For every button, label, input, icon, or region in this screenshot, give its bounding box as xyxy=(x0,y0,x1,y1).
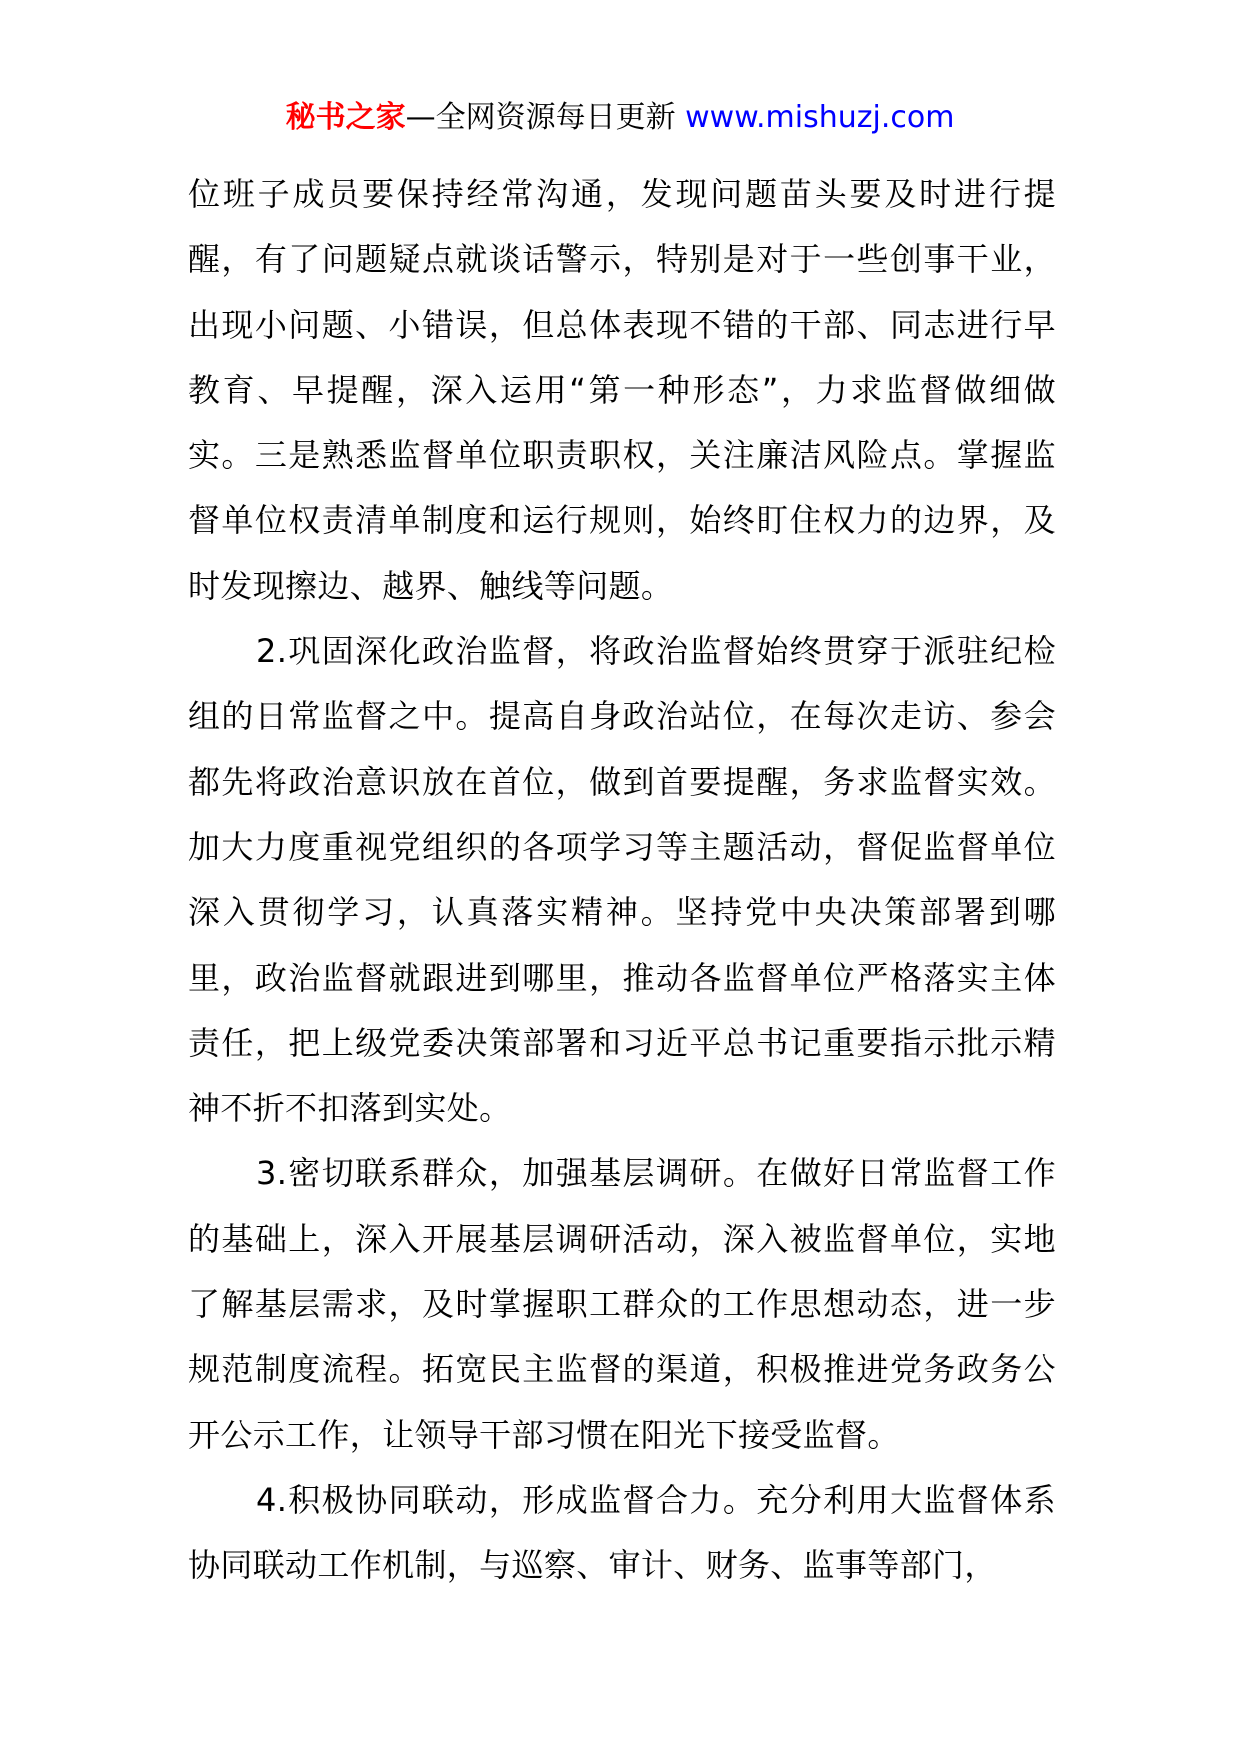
paragraph-item-2: 2.巩固深化政治监督，将政治监督始终贯穿于派驻纪检组的日常监督之中。提高自身政治站位，在每次走访、参会都先将政治意识放在首位，做到首要提醒，务求监督实效。加大力度重视党组织的各项学习等主题活动，督促监督单位深入贯彻学习，认真落实精神。坚持党中央决策部署到哪里，政治监督就跟进到哪里，推动各监督单位严格落实主体责任，把上级党委决策部署和习近平总书记重要指示批示精神不折不扣落到实处。 xyxy=(188,632,1056,1128)
site-tagline: —全网资源每日更新 xyxy=(405,100,676,135)
page-header xyxy=(0,98,1240,138)
paragraph-item-4: 4.积极协同联动，形成监督合力。充分利用大监督体系协同联动工作机制，与巡察、审计、财务、监事等部门， xyxy=(188,1480,1056,1585)
site-brand: 秘书之家 xyxy=(285,100,406,135)
paragraph-item-3: 3.密切联系群众，加强基层调研。在做好日常监督工作的基础上，深入开展基层调研活动，深入被监督单位，实地了解基层需求，及时掌握职工群众的工作思想动态，进一步规范制度流程。拓宽民主监督的渠道，积极推进党务政务公开公示工作，让领导干部习惯在阳光下接受监督。 xyxy=(188,1154,1056,1454)
document-body xyxy=(188,162,1056,1599)
site-url-link[interactable]: www.mishuzj.com xyxy=(685,100,955,135)
paragraph-continued: 位班子成员要保持经常沟通，发现问题苗头要及时进行提醒，有了问题疑点就谈话警示，特别是对于一些创事干业，出现小问题、小错误，但总体表现不错的干部、同志进行早教育、早提醒，深入运用“第一种形态”，力求监督做细做实。三是熟悉监督单位职责职权，关注廉洁风险点。掌握监督单位权责清单制度和运行规则，始终盯住权力的边界，及时发现擦边、越界、触线等问题。 xyxy=(188,175,1056,605)
